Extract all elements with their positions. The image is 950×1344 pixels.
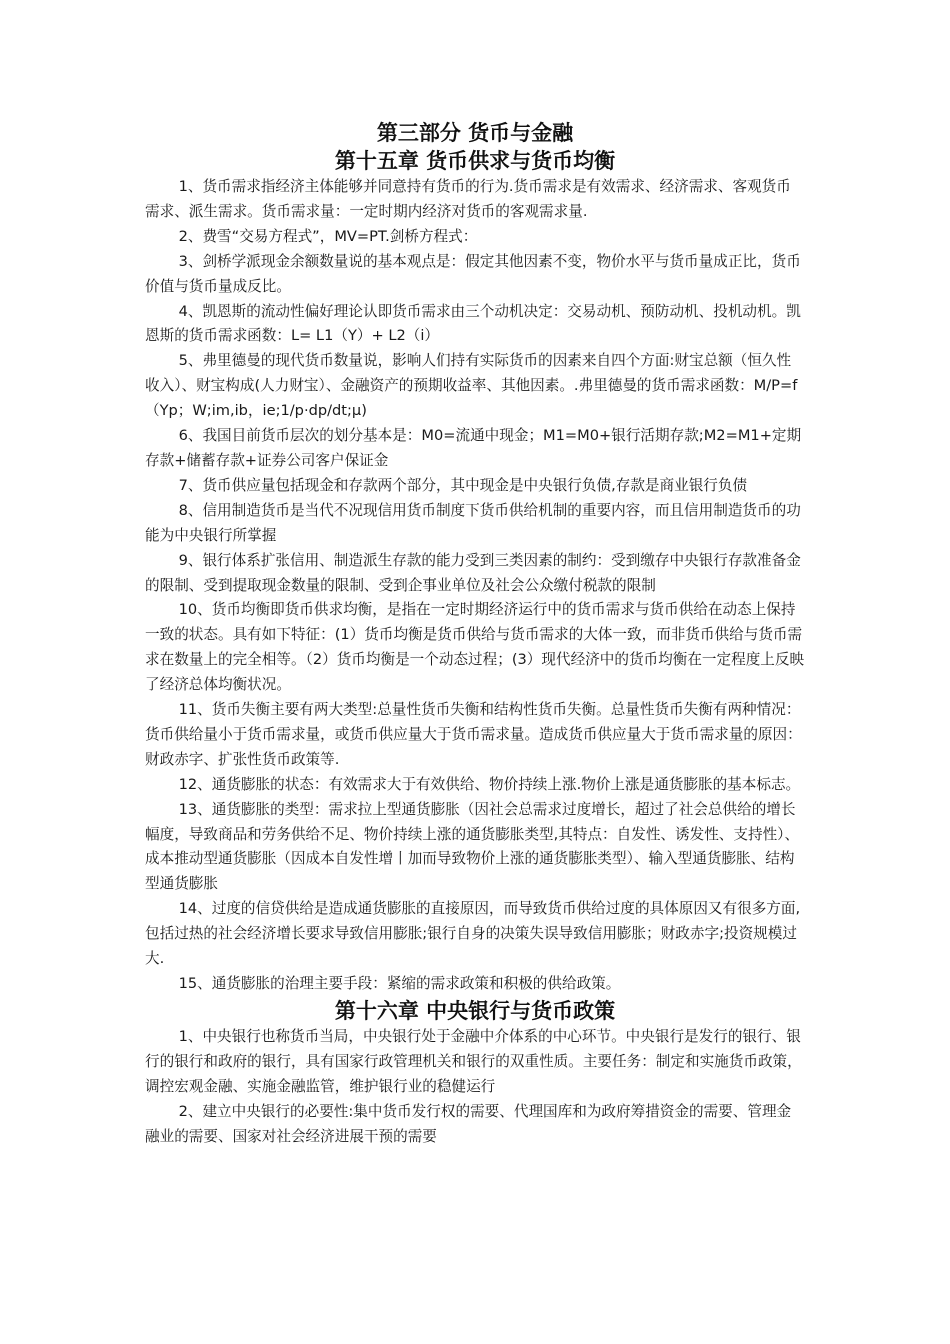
chapter-16-title: 第十六章 中央银行与货币政策: [334, 998, 616, 1023]
paragraph: 13、通货膨胀的类型：需求拉上型通货膨胀（因社会总需求过度增长，超过了社会总供给的增长幅度，导致商品和劳务供给不足、物价持续上涨的通货膨胀类型,其特点：自发性、诱发性、支持性）、成本推动型通货膨胀（因成本自发性增丨加而导致物价上涨的通货膨胀类型）、输入型通货膨胀、结构型通货膨胀: [145, 800, 800, 893]
chapter-16-body: [145, 1025, 805, 1150]
paragraph: 6、我国目前货币层次的划分基本是：M0=流通中现金；M1=M0+银行活期存款;M2=M1+定期存款+储蓄存款+证券公司客户保证金: [145, 427, 802, 469]
paragraph: 15、通货膨胀的治理主要手段：紧缩的需求政策和积极的供给政策。: [178, 975, 621, 992]
paragraph: 9、银行体系扩张信用、制造派生存款的能力受到三类因素的制约：受到缴存中央银行存款准备金的限制、受到提取现金数量的限制、受到企事业单位及社会公众缴付税款的限制: [145, 551, 801, 594]
paragraph: 5、弗里德曼的现代货币数量说，影响人们持有实际货币的因素来自四个方面:财宝总额（恒久性收入）、财宝构成(人力财宝）、金融资产的预期收益率、其他因素。.弗里德曼的货币需求函数：M/P=f（Yp；W;im,ib，ie;1/p·dp/dt;μ): [145, 352, 798, 420]
part-title: 第三部分 货币与金融: [376, 121, 574, 145]
paragraph: 1、货币需求指经济主体能够并同意持有货币的行为.货币需求是有效需求、经济需求、客观货币需求、派生需求。货币需求量：一定时期内经济对货币的客观需求量.: [145, 178, 791, 220]
paragraph: 14、过度的信贷供给是造成通货膨胀的直接原因，而导致货币供给过度的具体原因又有很多方面,包括过热的社会经济增长要求导致信用膨胀;银行自身的决策失误导致信用膨胀；财政赤字;投资规模过大.: [145, 900, 801, 968]
paragraph: 4、凯恩斯的流动性偏好理论认即货币需求由三个动机决定：交易动机、预防动机、投机动机。凯恩斯的货币需求函数：L= L1（Y）+ L2（i）: [145, 302, 801, 345]
paragraph: 2、建立中央银行的必要性:集中货币发行权的需要、代理国库和为政府筹措资金的需要、管理金融业的需要、国家对社会经济进展干预的需要: [145, 1102, 792, 1145]
paragraph: 7、货币供应量包括现金和存款两个部分，其中现金是中央银行负债,存款是商业银行负债: [178, 476, 748, 494]
paragraph: 1、中央银行也称货币当局，中央银行处于金融中介体系的中心环节。中央银行是发行的银行、银行的银行和政府的银行，具有国家行政管理机关和银行的双重性质。主要任务：制定和实施货币政策，调控宏观金融、实施金融监管，维护银行业的稳健运行: [145, 1027, 802, 1095]
paragraph: 11、货币失衡主要有两大类型:总量性货币失衡和结构性货币失衡。总量性货币失衡有两种情况：货币供给量小于货币需求量，或货币供应量大于货币需求量。造成货币供应量大于货币需求量的原因：财政赤字、扩张性货币政策等.: [145, 701, 802, 768]
chapter-15-body: [145, 175, 805, 997]
paragraph: 10、货币均衡即货币供求均衡，是指在一定时期经济运行中的货币需求与货币供给在动态上保持一致的状态。具有如下特征：(1）货币均衡是货币供给与货币需求的大体一致，而非货币供给与货币需求在数量上的完全相等。（2）货币均衡是一个动态过程；(3）现代经济中的货币均衡在一定程度上反映了经济总体均衡状况。: [145, 601, 805, 694]
paragraph: 12、通货膨胀的状态：有效需求大于有效供给、物价持续上涨.物价上涨是通货膨胀的基本标志。: [178, 775, 801, 793]
document-page: [145, 120, 805, 1149]
chapter-15-title: 第十五章 货币供求与货币均衡: [334, 149, 616, 173]
paragraph: 8、信用制造货币是当代不况现信用货币制度下货币供给机制的重要内容，而且信用制造货币的功能为中央银行所掌握: [145, 501, 801, 544]
paragraph: 3、剑桥学派现金余额数量说的基本观点是：假定其他因素不变，物价水平与货币量成正比，货币价值与货币量成反比。: [145, 252, 801, 295]
paragraph: 2、费雪“交易方程式”，MV=PT.剑桥方程式：: [178, 227, 478, 245]
